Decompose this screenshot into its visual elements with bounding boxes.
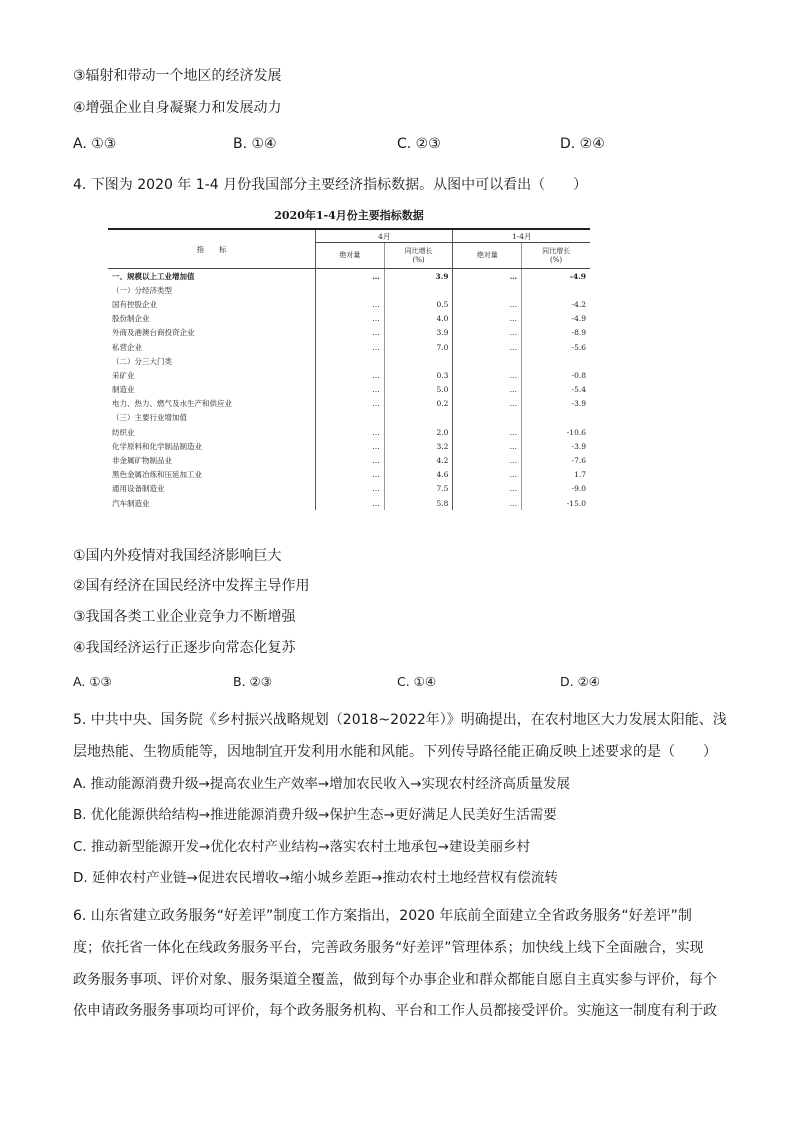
row-jan-apr-growth: -4.9: [522, 312, 590, 326]
row-jan-apr-growth: [522, 354, 590, 368]
row-april-growth: 3.9: [384, 269, 453, 284]
row-indicator: 纺织业: [112, 427, 135, 437]
row-april-growth: [384, 354, 453, 368]
row-jan-apr-absolute: …: [453, 340, 522, 354]
row-april-absolute: …: [316, 340, 385, 354]
q3-option-b[interactable]: B. ①④: [233, 136, 277, 152]
statement-4: ④增强企业自身凝聚力和发展动力: [73, 100, 282, 116]
row-indicator: 化学原料和化学制品制造业: [112, 441, 202, 451]
row-jan-apr-absolute: [453, 283, 522, 297]
table-row: [108, 326, 590, 340]
table-row: [108, 297, 590, 311]
statement-3: ③辐射和带动一个地区的经济发展: [73, 68, 282, 84]
row-jan-apr-absolute: …: [453, 496, 522, 510]
row-indicator: 一、规模以上工业增加值: [112, 271, 195, 281]
table-row: [108, 283, 590, 297]
row-april-absolute: …: [316, 326, 385, 340]
q5-stem-line-2: 层地热能、生物质能等，因地制宜开发利用水能和风能。下列传导路径能正确反映上述要求的是（ ）: [73, 744, 717, 760]
row-jan-apr-absolute: …: [453, 397, 522, 411]
row-jan-apr-absolute: …: [453, 269, 522, 284]
q5-stem-line-1: 5. 中共中央、国务院《乡村振兴战略规划（2018~2022年）》明确提出，在农村地区大力发展太阳能、浅: [73, 712, 727, 728]
row-april-absolute: …: [316, 312, 385, 326]
table-row: [108, 368, 590, 382]
row-april-growth: 4.6: [384, 468, 453, 482]
header-april: 4月: [316, 229, 453, 243]
row-indicator: （一）分经济类型: [112, 285, 172, 295]
q6-line-3: 政务服务事项、评价对象、服务渠道全覆盖，做到每个办事企业和群众都能自愿自主真实参与评价，每个: [73, 972, 717, 988]
row-april-absolute: …: [316, 468, 385, 482]
header-jan-apr: 1-4月: [453, 229, 590, 243]
row-indicator: 通用设备制造业: [112, 484, 165, 494]
row-jan-apr-growth: -5.6: [522, 340, 590, 354]
row-indicator: 股份制企业: [112, 314, 150, 324]
q5-option-b[interactable]: B. 优化能源供给结构→推进能源消费升级→保护生态→更好满足人民美好生活需要: [73, 807, 557, 823]
row-april-growth: 5.8: [384, 496, 453, 510]
row-april-growth: 0.5: [384, 297, 453, 311]
row-jan-apr-growth: -3.9: [522, 439, 590, 453]
table-body: [108, 269, 590, 511]
row-jan-apr-growth: -4.2: [522, 297, 590, 311]
row-indicator: 私营企业: [112, 342, 142, 352]
row-april-growth: 3.2: [384, 439, 453, 453]
q4-statement-2: ②国有经济在国民经济中发挥主导作用: [73, 578, 310, 594]
table-row: [108, 496, 590, 510]
row-april-absolute: …: [316, 269, 385, 284]
row-april-growth: 2.0: [384, 425, 453, 439]
row-april-absolute: …: [316, 496, 385, 510]
row-indicator: （三）主要行业增加值: [112, 413, 187, 423]
row-april-growth: [384, 283, 453, 297]
row-april-growth: [384, 411, 453, 425]
row-jan-apr-growth: [522, 411, 590, 425]
row-april-growth: 4.0: [384, 312, 453, 326]
q3-option-d[interactable]: D. ②④: [560, 136, 605, 152]
statistics-table: [108, 228, 590, 510]
row-jan-apr-growth: -4.9: [522, 269, 590, 284]
header-absolute-april: 绝对量: [316, 243, 385, 269]
table-row: [108, 354, 590, 368]
q3-options: [73, 134, 633, 154]
row-april-absolute: …: [316, 397, 385, 411]
row-april-growth: 5.0: [384, 383, 453, 397]
q4-options: [73, 672, 633, 692]
q3-option-c[interactable]: C. ②③: [397, 136, 441, 152]
row-jan-apr-growth: -8.9: [522, 326, 590, 340]
row-april-growth: 7.0: [384, 340, 453, 354]
statistics-table-figure: [108, 203, 590, 515]
q4-option-b[interactable]: B. ②③: [233, 674, 272, 689]
row-indicator: 黑色金属冶炼和压延加工业: [112, 470, 202, 480]
row-jan-apr-absolute: [453, 354, 522, 368]
row-jan-apr-absolute: …: [453, 383, 522, 397]
row-april-absolute: …: [316, 482, 385, 496]
q6-line-4: 依申请政务服务事项均可评价，每个政务服务机构、平台和工作人员都接受评价。实施这一制度有利于政: [73, 1003, 717, 1019]
row-indicator: 外商及港澳台商投资企业: [112, 328, 195, 338]
table-row: [108, 439, 590, 453]
row-jan-apr-absolute: …: [453, 425, 522, 439]
table-row: [108, 340, 590, 354]
row-indicator: 汽车制造业: [112, 498, 150, 508]
header-growth-april: 同比增长 (%): [384, 243, 453, 269]
table-row: [108, 468, 590, 482]
q4-option-a[interactable]: A. ①③: [73, 674, 112, 689]
row-indicator: 采矿业: [112, 370, 135, 380]
row-jan-apr-absolute: [453, 411, 522, 425]
q4-option-d[interactable]: D. ②④: [560, 674, 600, 689]
row-jan-apr-growth: -3.9: [522, 397, 590, 411]
row-jan-apr-growth: -15.0: [522, 496, 590, 510]
row-jan-apr-growth: -9.0: [522, 482, 590, 496]
row-jan-apr-growth: [522, 283, 590, 297]
row-indicator: 国有控股企业: [112, 299, 157, 309]
q4-option-c[interactable]: C. ①④: [397, 674, 437, 689]
row-april-growth: 3.9: [384, 326, 453, 340]
row-april-absolute: …: [316, 425, 385, 439]
row-jan-apr-absolute: …: [453, 439, 522, 453]
table-row: [108, 482, 590, 496]
table-row: [108, 383, 590, 397]
q5-option-d[interactable]: D. 延伸农村产业链→促进农民增收→缩小城乡差距→推动农村土地经营权有偿流转: [73, 870, 558, 886]
row-april-absolute: [316, 354, 385, 368]
row-jan-apr-absolute: …: [453, 312, 522, 326]
row-april-absolute: [316, 411, 385, 425]
row-april-absolute: [316, 283, 385, 297]
row-jan-apr-absolute: …: [453, 297, 522, 311]
row-april-absolute: …: [316, 383, 385, 397]
table-row: [108, 411, 590, 425]
header-indicator: 指 标: [108, 229, 316, 269]
q3-option-a[interactable]: A. ①③: [73, 136, 117, 152]
q4-statement-3: ③我国各类工业企业竞争力不断增强: [73, 609, 296, 625]
q6-line-2: 度；依托省一体化在线政务服务平台，完善政务服务“好差评”管理体系；加快线上线下全面融合，实现: [73, 940, 704, 956]
row-april-absolute: …: [316, 439, 385, 453]
row-jan-apr-absolute: …: [453, 482, 522, 496]
row-indicator: 非金属矿物制品业: [112, 456, 172, 466]
row-april-absolute: …: [316, 297, 385, 311]
header-growth-jan-apr: 同比增长 (%): [522, 243, 590, 269]
q4-stem: 4. 下图为 2020 年 1-4 月份我国部分主要经济指标数据。从图中可以看出（ ）: [73, 177, 588, 193]
row-april-growth: 7.5: [384, 482, 453, 496]
row-april-growth: 4.2: [384, 453, 453, 467]
q6-line-1: 6. 山东省建立政务服务“好差评”制度工作方案指出，2020 年底前全面建立全省政务服务“好差评”制: [73, 908, 692, 924]
table-row: [108, 269, 590, 284]
row-jan-apr-absolute: …: [453, 368, 522, 382]
table-row: [108, 425, 590, 439]
row-jan-apr-absolute: …: [453, 453, 522, 467]
row-jan-apr-growth: -10.6: [522, 425, 590, 439]
row-jan-apr-absolute: …: [453, 468, 522, 482]
table-row: [108, 453, 590, 467]
q5-option-a[interactable]: A. 推动能源消费升级→提高农业生产效率→增加农民收入→实现农村经济高质量发展: [73, 776, 571, 792]
row-jan-apr-growth: -7.6: [522, 453, 590, 467]
q5-option-c[interactable]: C. 推动新型能源开发→优化农村产业结构→落实农村土地承包→建设美丽乡村: [73, 839, 530, 855]
table-row: [108, 312, 590, 326]
row-indicator: 制造业: [112, 385, 135, 395]
q4-statement-4: ④我国经济运行正逐步向常态化复苏: [73, 640, 296, 656]
header-absolute-jan-apr: 绝对量: [453, 243, 522, 269]
row-indicator: 电力、热力、燃气及水生产和供应业: [112, 399, 232, 409]
row-april-absolute: …: [316, 453, 385, 467]
q4-statement-1: ①国内外疫情对我国经济影响巨大: [73, 548, 282, 564]
row-jan-apr-growth: -0.8: [522, 368, 590, 382]
row-jan-apr-absolute: …: [453, 326, 522, 340]
row-april-growth: 0.3: [384, 368, 453, 382]
table-row: [108, 397, 590, 411]
row-indicator: （二）分三大门类: [112, 356, 172, 366]
row-april-absolute: …: [316, 368, 385, 382]
figure-title: 2020年1-4月份主要指标数据: [274, 209, 424, 222]
row-jan-apr-growth: 1.7: [522, 468, 590, 482]
row-april-growth: 0.2: [384, 397, 453, 411]
row-jan-apr-growth: -5.4: [522, 383, 590, 397]
